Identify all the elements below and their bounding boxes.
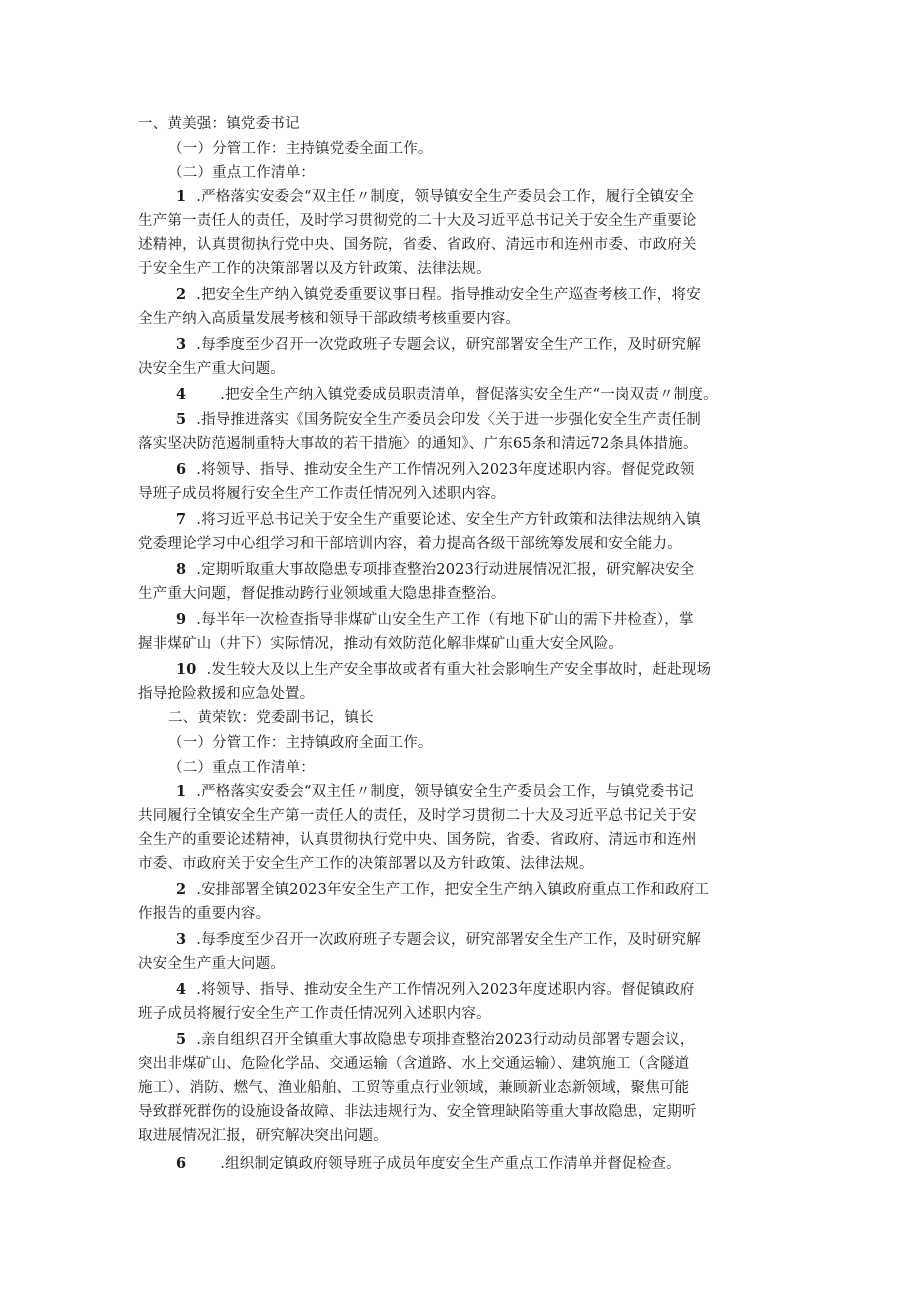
s2-item3-text: .每季度至少召开一次政府班子专题会议，研究部署安全生产工作，及时研究解: [196, 932, 701, 948]
s1-item7-num: 7: [176, 511, 187, 528]
s2-item1-text: .严格落实安委会“双主任〃制度，领导镇安全生产委员会工作，与镇党委书记: [196, 784, 694, 800]
s2-item2-num: 2: [176, 881, 187, 898]
s1-item1-line2: 生产第一责任人的责任，及时学习贯彻党的二十大及习近平总书记关于安全生产重要论: [138, 213, 697, 229]
s1-item5-line2: 落实坚决防范遏制重特大事故的若干措施〉的通知》、广东65条和清远72条具体措施。: [138, 436, 698, 452]
s1-item1-num: 1: [176, 188, 187, 205]
s2-item5-num: 5: [176, 1031, 187, 1048]
s1-item5-text: .指导推进落实《国务院安全生产委员会印发〈关于进一步强化安全生产责任制: [196, 412, 701, 428]
s1-item2-num: 2: [176, 286, 187, 303]
s2-item4-num: 4: [176, 981, 187, 998]
s2-item1-line1: [176, 780, 694, 804]
section1-title: 一、黄美强：镇党委书记: [138, 116, 300, 132]
s2-item4-text: .将领导、指导、推动安全生产工作情况列入2023年度述职内容。督促镇政府: [196, 982, 695, 998]
s1-item3-text: .每季度至少召开一次党政班子专题会议，研究部署安全生产工作，及时研究解: [196, 337, 701, 353]
s1-item3-line1: [176, 333, 701, 357]
s1-item9-line1: [176, 608, 694, 632]
s2-item1-line4: 市委、市政府关于安全生产工作的决策部署以及方针政策、法律法规。: [138, 856, 594, 872]
s2-item5-line5: 取进展情况汇报，研究解决突出问题。: [138, 1128, 388, 1144]
s1-item8-line1: [176, 558, 695, 582]
s1-item9-line2: 握非煤矿山（井下）实际情况，推动有效防范化解非煤矿山重大安全风险。: [138, 636, 624, 652]
s1-item7-text: .将习近平总书记关于安全生产重要论述、安全生产方针政策和法律法规纳入镇: [196, 512, 701, 528]
section2-duty: （一）分管工作：主持镇政府全面工作。: [168, 735, 433, 751]
section2-title: 二、黄荣钦：党委副书记，镇长: [168, 710, 374, 726]
s1-item2-line1: [176, 283, 701, 307]
s1-item8-text: .定期听取重大事故隐患专项排查整治2023行动进展情况汇报，研究解决安全: [196, 562, 695, 578]
s1-item9-text: .每半年一次检查指导非煤矿山安全生产工作（有地下矿山的需下井检查），掌: [196, 612, 694, 628]
s1-item3-line2: 决安全生产重大问题。: [138, 361, 285, 377]
s1-item3-num: 3: [176, 336, 187, 353]
s1-item7-line2: 党委理论学习中心组学习和干部培训内容，着力提高各级干部统筹发展和安全能力。: [138, 536, 682, 552]
section1-list-title: （二）重点工作清单：: [168, 165, 315, 181]
s2-item5-line2: 突出非煤矿山、危险化学品、交通运输（含道路、水上交通运输）、建筑施工（含隧道: [138, 1056, 690, 1072]
s1-item10-line2: 指导抢险救援和应急处置。: [138, 686, 315, 702]
s2-item2-line2: 作报告的重要内容。: [138, 906, 271, 922]
s2-item2-line1: [176, 878, 709, 902]
s2-item3-line1: [176, 928, 701, 952]
s1-item8-num: 8: [176, 561, 187, 578]
s1-item5-line1: [176, 408, 701, 432]
s2-item1-num: 1: [176, 783, 187, 800]
s2-item1-line2: 共同履行全镇安全生产第一责任人的责任，及时学习贯彻二十大及习近平总书记关于安: [138, 808, 697, 824]
s1-item6-num: 6: [176, 461, 187, 478]
s2-item5-line4: 导致群死群伤的设施设备故障、非法违规行为、安全管理缺陷等重大事故隐患，定期听: [138, 1104, 697, 1120]
s1-item10-line1: [176, 658, 711, 682]
s1-item2-text: .把安全生产纳入镇党委重要议事日程。指导推动安全生产巡查考核工作，将安: [196, 287, 701, 303]
section1-duty: （一）分管工作：主持镇党委全面工作。: [168, 141, 433, 157]
s1-item10-num: 10: [176, 661, 197, 678]
s1-item10-text: .发生较大及以上生产安全事故或者有重大社会影响生产安全事故时，赶赴现场: [206, 662, 712, 678]
s2-item6-num: 6: [176, 1155, 187, 1172]
s2-item4-line2: 班子成员将履行安全生产工作责任情况列入述职内容。: [138, 1006, 491, 1022]
s2-item1-line3: 全生产的重要论述精神，认真贯彻执行党中央、国务院，省委、省政府、清远市和连州: [138, 832, 697, 848]
s1-item5-num: 5: [176, 411, 187, 428]
s1-item1-line1: [176, 185, 694, 209]
s2-item6-line1: [176, 1152, 681, 1176]
s1-item6-text: .将领导、指导、推动安全生产工作情况列入2023年度述职内容。督促党政领: [196, 462, 695, 478]
s1-item4-line1: [176, 383, 718, 407]
s2-item5-line3: 施工）、消防、燃气、渔业船舶、工贸等重点行业领域，兼顾新业态新领域，聚焦可能: [138, 1080, 690, 1096]
s2-item3-num: 3: [176, 931, 187, 948]
s1-item4-num: 4: [176, 386, 187, 403]
s1-item4-text: .把安全生产纳入镇党委成员职责清单，督促落实安全生产“一岗双责〃制度。: [220, 387, 718, 403]
s2-item6-text: .组织制定镇政府领导班子成员年度安全生产重点工作清单并督促检查。: [220, 1156, 681, 1172]
s2-item4-line1: [176, 978, 695, 1002]
s2-item2-text: .安排部署全镇2023年安全生产工作，把安全生产纳入镇政府重点工作和政府工: [196, 882, 710, 898]
s1-item1-text: .严格落实安委会“双主任〃制度，领导镇安全生产委员会工作，履行全镇安全: [196, 189, 694, 205]
s1-item9-num: 9: [176, 611, 187, 628]
s2-item5-text: .亲自组织召开全镇重大事故隐患专项排查整治2023行动动员部署专题会议，: [196, 1032, 695, 1048]
s1-item1-line3: 述精神，认真贯彻执行党中央、国务院，省委、省政府、清远市和连州市委、市政府关: [138, 237, 697, 253]
s1-item6-line1: [176, 458, 695, 482]
s1-item6-line2: 导班子成员将履行安全生产工作责任情况列入述职内容。: [138, 486, 506, 502]
s1-item2-line2: 全生产纳入高质量发展考核和领导干部政绩考核重要内容。: [138, 311, 521, 327]
s1-item1-line4: 于安全生产工作的决策部署以及方针政策、法律法规。: [138, 261, 491, 277]
s1-item8-line2: 生产重大问题，督促推动跨行业领域重大隐患排查整治。: [138, 586, 506, 602]
s1-item7-line1: [176, 508, 701, 532]
section2-list-title: （二）重点工作清单：: [168, 760, 315, 776]
s2-item3-line2: 决安全生产重大问题。: [138, 956, 285, 972]
s2-item5-line1: [176, 1028, 695, 1052]
